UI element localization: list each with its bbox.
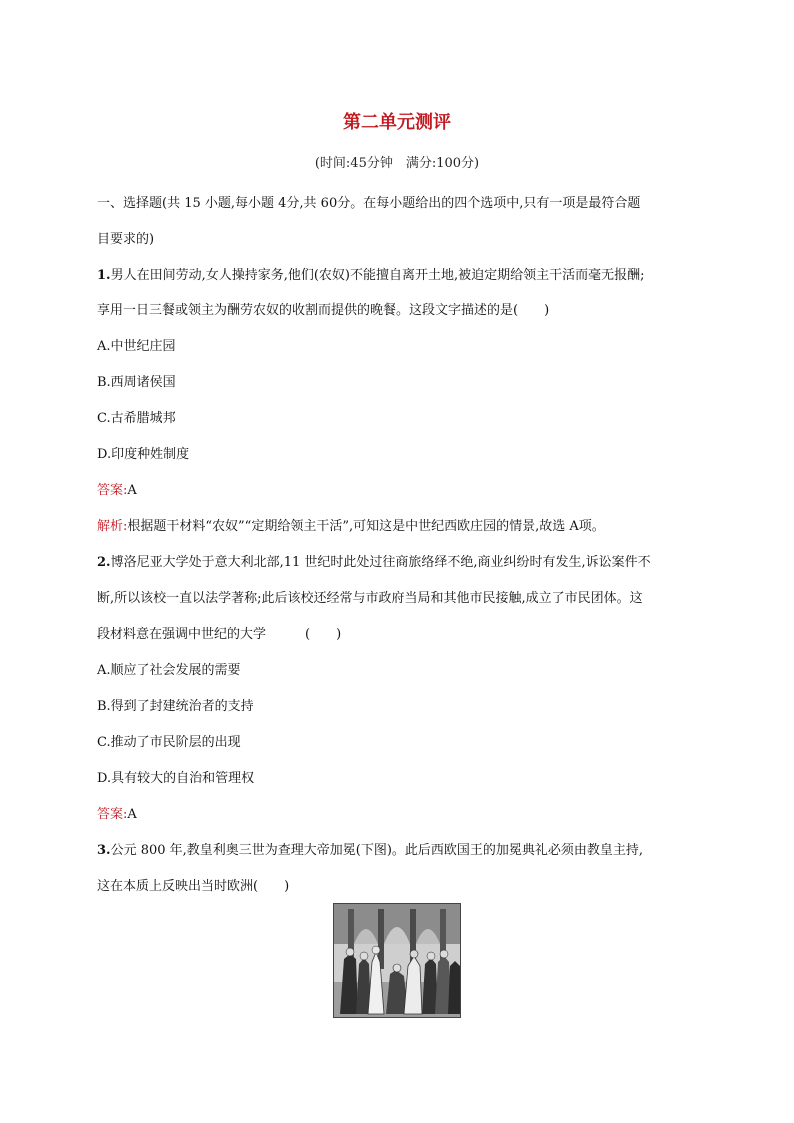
answer-label: 答案: bbox=[97, 483, 128, 498]
analysis-label: 解析: bbox=[97, 519, 128, 534]
question-number: 3. bbox=[97, 843, 111, 858]
answer-line bbox=[97, 803, 717, 822]
question-number: 2. bbox=[97, 555, 111, 570]
coronation-illustration-art bbox=[334, 904, 460, 1017]
analysis-text: 根据题干材料“农奴”“定期给领主干活”,可知这是中世纪西欧庄园的情景,故选 A项。 bbox=[127, 519, 605, 534]
option-a: A.中世纪庄园 bbox=[97, 339, 176, 354]
question-3-stem-cont: 这在本质上反映出当时欧洲( ) bbox=[97, 879, 290, 894]
option-a: A.顺应了社会发展的需要 bbox=[97, 663, 241, 678]
coronation-illustration bbox=[333, 903, 461, 1018]
analysis-line bbox=[97, 515, 717, 534]
answer-label: 答案: bbox=[97, 807, 128, 822]
option-d: D.具有较大的自治和管理权 bbox=[97, 771, 255, 786]
option-c: C.古希腊城邦 bbox=[97, 411, 176, 426]
option-b: B.得到了封建统治者的支持 bbox=[97, 699, 254, 714]
question-3-stem bbox=[97, 839, 717, 858]
option-b: B.西周诸侯国 bbox=[97, 375, 176, 390]
question-text: 男人在田间劳动,女人操持家务,他们(农奴)不能擅自离开土地,被迫定期给领主干活而毫无报酬; bbox=[110, 268, 645, 283]
question-1-stem-cont: 享用一日三餐或领主为酬劳农奴的收割而提供的晚餐。这段文字描述的是( ) bbox=[97, 303, 550, 318]
section-header: 一、选择题(共 15 小题,每小题 4分,共 60分。在每小题给出的四个选项中,只有一项是最符合题 bbox=[97, 196, 641, 211]
section-header-cont: 目要求的) bbox=[97, 232, 155, 247]
option-d: D.印度种姓制度 bbox=[97, 447, 190, 462]
question-1-stem bbox=[97, 264, 717, 283]
question-2-stem-cont2: 段材料意在强调中世纪的大学 ( ) bbox=[97, 627, 342, 642]
question-number: 1. bbox=[97, 268, 111, 283]
question-text: 博洛尼亚大学处于意大利北部,11 世纪时此处过往商旅络绎不绝,商业纠纷时有发生,诉讼案件不 bbox=[110, 555, 651, 570]
option-c: C.推动了市民阶层的出现 bbox=[97, 735, 241, 750]
exam-info: (时间:45分钟 满分:100分) bbox=[314, 156, 480, 171]
page-title: 第二单元测评 bbox=[343, 112, 451, 133]
question-text: 公元 800 年,教皇利奥三世为查理大帝加冕(下图)。此后西欧国王的加冕典礼必须由教皇主持, bbox=[110, 843, 644, 858]
answer-value: A bbox=[127, 483, 137, 498]
question-2-stem bbox=[97, 551, 717, 570]
answer-value: A bbox=[127, 807, 137, 822]
answer-line bbox=[97, 479, 717, 498]
question-2-stem-cont: 断,所以该校一直以法学著称;此后该校还经常与市政府当局和其他市民接触,成立了市民团体。这 bbox=[97, 591, 643, 606]
